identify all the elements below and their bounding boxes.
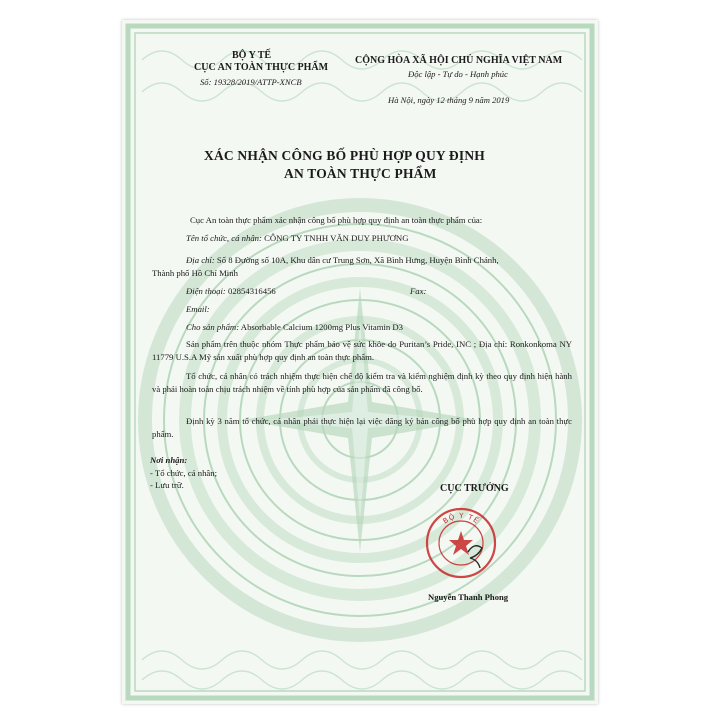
address-line2: Thành phố Hồ Chí Minh [152,268,238,278]
issue-date: Hà Nội, ngày 12 tháng 9 năm 2019 [388,95,510,105]
signatory-name: Nguyễn Thanh Phong [428,592,509,602]
address-line1: Số 8 Đường số 10A, Khu dân cư Trung Sơn, Xã Bình Hưng, Huyện Bình Chánh, [216,255,499,265]
signature-scribble-icon [468,546,482,568]
document-number: Số: 19328/2019/ATTP-XNCB [200,77,302,87]
fax-label: Fax: [410,286,427,296]
org-value: CÔNG TY TNHH VĂN DUY PHƯƠNG [264,233,409,243]
paragraph-responsibility: Tổ chức, cá nhân có trách nhiệm thực hiện chế độ kiểm tra và kiểm nghiệm định kỳ theo quy định hiện hành và phải hoàn toàn chịu trách nhiệm về tính phù hợp của sản phẩm đã công bố. [152,371,572,394]
signatory-role: CỤC TRƯỞNG [440,483,509,494]
recipient-item: - Lưu trữ. [150,480,184,490]
phone-label: Điện thoại: [186,286,226,296]
phone-row [186,286,276,296]
national-motto: Độc lập - Tự do - Hạnh phúc [408,69,508,79]
recipients-label: Nơi nhận: [150,455,188,465]
department-name: CỤC AN TOÀN THỰC PHẨM [194,62,329,73]
country-name: CỘNG HÒA XÃ HỘI CHỦ NGHĨA VIỆT NAM [355,55,563,66]
intro-text: Cục An toàn thực phẩm xác nhận công bố phù hợp quy định an toàn thực phẩm của: [190,215,483,225]
org-row [186,233,408,243]
stamp-emblem-icon [449,531,473,555]
org-label: Tên tổ chức, cá nhân: [186,233,262,243]
product-label: Cho sản phẩm: [186,322,240,332]
official-stamp [424,506,498,580]
product-value: Absorbable Calcium 1200mg Plus Vitamin D3 [240,322,403,332]
document-title-line1: XÁC NHẬN CÔNG BỐ PHÙ HỢP QUY ĐỊNH [204,148,485,163]
certificate-document [122,20,598,704]
paragraph-renewal: Định kỳ 3 năm tổ chức, cá nhân phải thực hiện lại việc đăng ký bản công bố phù hợp quy định an toàn thực phẩm. [152,416,572,439]
paragraph-manufacturer: Sản phẩm trên thuộc nhóm Thực phẩm bảo vệ sức khỏe do Puritan’s Pride, INC ; Địa chỉ: Ronkonkoma NY 11779 U.S.A Mỹ sản xuất phù hợp quy định an toàn thực phẩm. [152,339,572,362]
document-title-line2: AN TOÀN THỰC PHẨM [284,166,437,181]
stamp-text: BỘ Y TẾ [441,511,481,526]
phone-value: 02854316456 [227,286,276,296]
recipient-item: - Tổ chức, cá nhân; [150,468,218,478]
address-label: Địa chỉ: [186,255,215,265]
address-row [186,255,499,265]
email-label: Email: [186,304,210,314]
product-row [186,322,403,332]
ministry-name: BỘ Y TẾ [232,50,272,61]
